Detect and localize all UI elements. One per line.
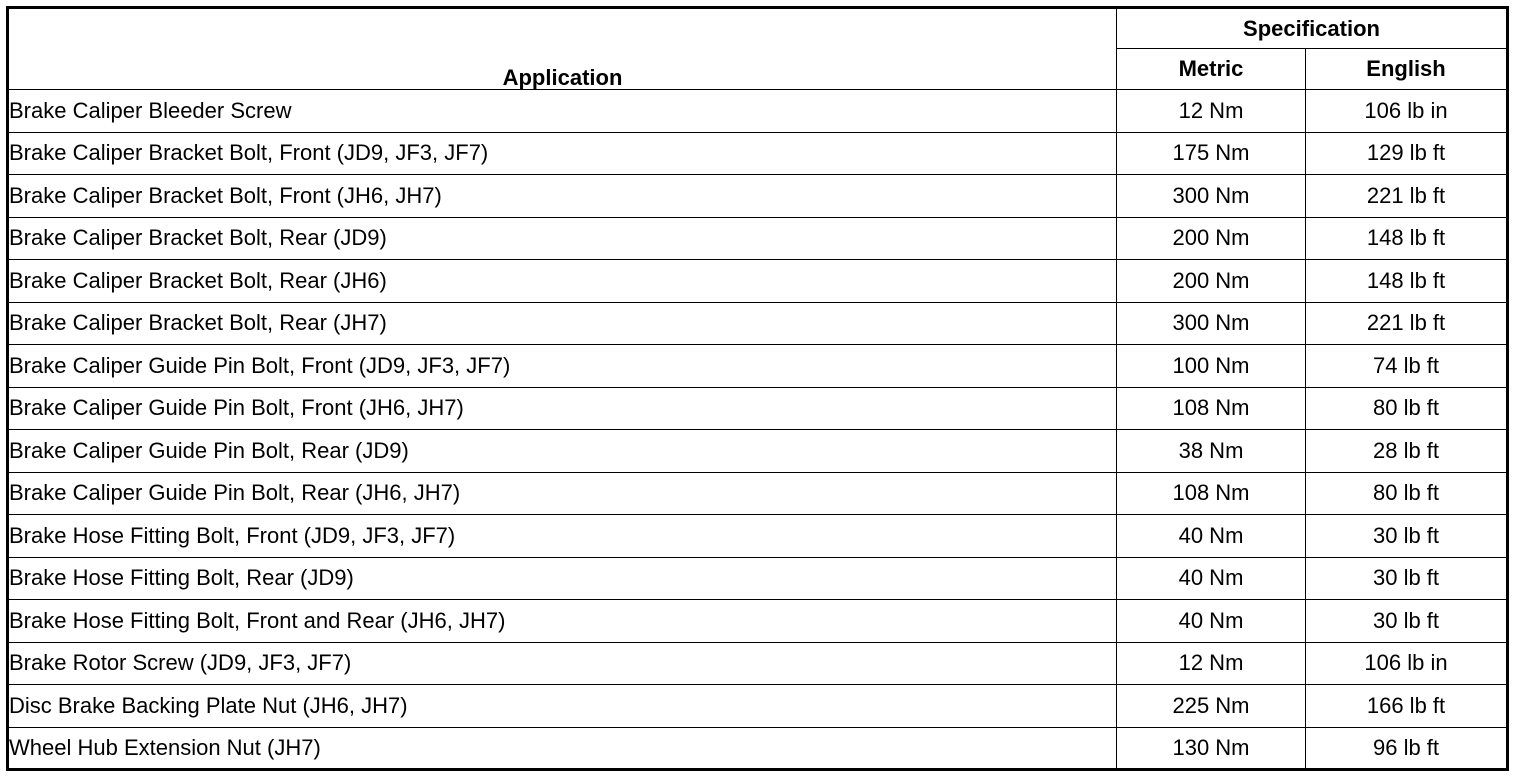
metric-cell: 38 Nm [1117, 430, 1306, 473]
specification-header: Specification [1117, 8, 1508, 49]
metric-cell: 108 Nm [1117, 472, 1306, 515]
english-cell: 148 lb ft [1306, 260, 1508, 303]
fastener-specification-table [6, 6, 1509, 771]
table-row [8, 430, 1508, 473]
application-cell: Brake Caliper Bracket Bolt, Front (JH6, JH7) [8, 175, 1117, 218]
metric-cell: 12 Nm [1117, 90, 1306, 133]
application-cell: Wheel Hub Extension Nut (JH7) [8, 727, 1117, 770]
metric-cell: 300 Nm [1117, 302, 1306, 345]
table-row [8, 600, 1508, 643]
metric-cell: 175 Nm [1117, 132, 1306, 175]
application-cell: Brake Caliper Bracket Bolt, Rear (JH6) [8, 260, 1117, 303]
metric-cell: 225 Nm [1117, 685, 1306, 728]
table-row [8, 90, 1508, 133]
english-cell: 28 lb ft [1306, 430, 1508, 473]
application-cell: Brake Caliper Bracket Bolt, Rear (JD9) [8, 217, 1117, 260]
table-header [8, 8, 1508, 90]
english-cell: 30 lb ft [1306, 600, 1508, 643]
metric-cell: 12 Nm [1117, 642, 1306, 685]
table-row [8, 472, 1508, 515]
metric-cell: 40 Nm [1117, 515, 1306, 558]
english-cell: 80 lb ft [1306, 387, 1508, 430]
english-header: English [1306, 49, 1508, 90]
english-cell: 106 lb in [1306, 90, 1508, 133]
table-row [8, 727, 1508, 770]
application-cell: Brake Caliper Bracket Bolt, Rear (JH7) [8, 302, 1117, 345]
application-cell: Brake Caliper Guide Pin Bolt, Rear (JD9) [8, 430, 1117, 473]
table-row [8, 260, 1508, 303]
application-cell: Brake Caliper Guide Pin Bolt, Rear (JH6, JH7) [8, 472, 1117, 515]
english-cell: 30 lb ft [1306, 515, 1508, 558]
table-row [8, 302, 1508, 345]
table-row [8, 132, 1508, 175]
application-cell: Brake Hose Fitting Bolt, Front and Rear (JH6, JH7) [8, 600, 1117, 643]
application-cell: Brake Hose Fitting Bolt, Rear (JD9) [8, 557, 1117, 600]
english-cell: 129 lb ft [1306, 132, 1508, 175]
english-cell: 80 lb ft [1306, 472, 1508, 515]
table-row [8, 387, 1508, 430]
english-cell: 148 lb ft [1306, 217, 1508, 260]
metric-cell: 200 Nm [1117, 260, 1306, 303]
table-row [8, 515, 1508, 558]
application-cell: Brake Caliper Guide Pin Bolt, Front (JD9, JF3, JF7) [8, 345, 1117, 388]
metric-cell: 300 Nm [1117, 175, 1306, 218]
application-cell: Brake Caliper Bleeder Screw [8, 90, 1117, 133]
english-cell: 30 lb ft [1306, 557, 1508, 600]
metric-cell: 40 Nm [1117, 600, 1306, 643]
english-cell: 106 lb in [1306, 642, 1508, 685]
metric-cell: 200 Nm [1117, 217, 1306, 260]
table-row [8, 345, 1508, 388]
english-cell: 74 lb ft [1306, 345, 1508, 388]
english-cell: 166 lb ft [1306, 685, 1508, 728]
application-header: Application [8, 8, 1117, 90]
english-cell: 221 lb ft [1306, 175, 1508, 218]
table-row [8, 642, 1508, 685]
table-body [8, 90, 1508, 770]
english-cell: 96 lb ft [1306, 727, 1508, 770]
metric-cell: 100 Nm [1117, 345, 1306, 388]
application-cell: Brake Caliper Bracket Bolt, Front (JD9, JF3, JF7) [8, 132, 1117, 175]
metric-cell: 108 Nm [1117, 387, 1306, 430]
metric-cell: 130 Nm [1117, 727, 1306, 770]
application-cell: Brake Caliper Guide Pin Bolt, Front (JH6, JH7) [8, 387, 1117, 430]
metric-header: Metric [1117, 49, 1306, 90]
application-cell: Brake Rotor Screw (JD9, JF3, JF7) [8, 642, 1117, 685]
table-row [8, 557, 1508, 600]
english-cell: 221 lb ft [1306, 302, 1508, 345]
metric-cell: 40 Nm [1117, 557, 1306, 600]
table-row [8, 175, 1508, 218]
application-cell: Disc Brake Backing Plate Nut (JH6, JH7) [8, 685, 1117, 728]
table-row [8, 217, 1508, 260]
application-cell: Brake Hose Fitting Bolt, Front (JD9, JF3, JF7) [8, 515, 1117, 558]
table-row [8, 685, 1508, 728]
header-row [8, 8, 1508, 49]
